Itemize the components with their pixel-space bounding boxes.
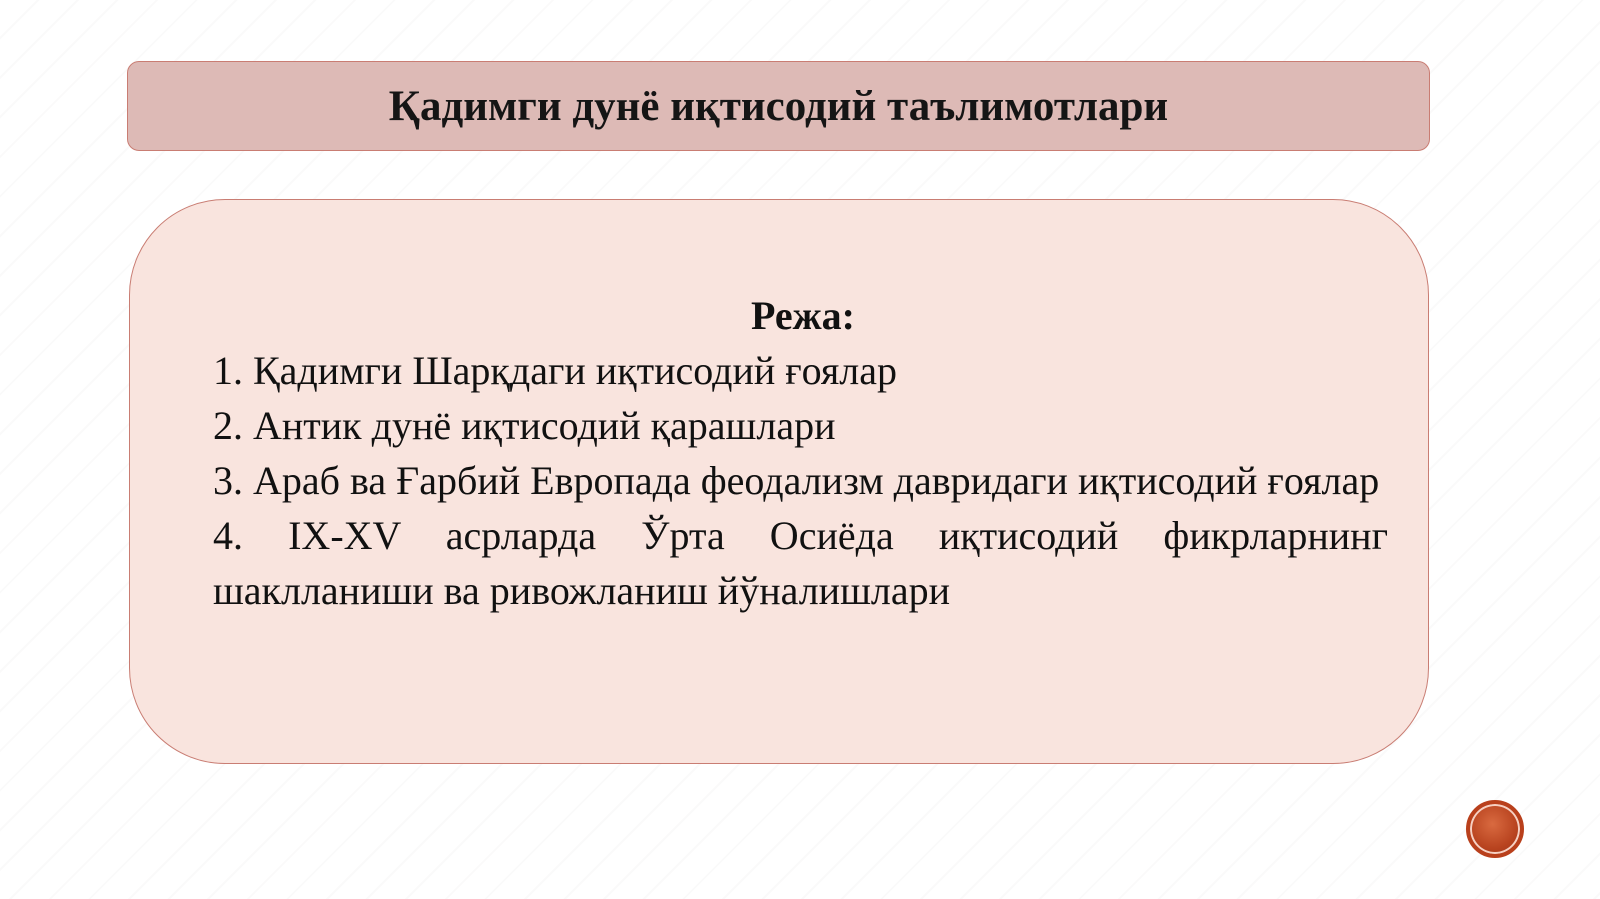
plan-item-1: 1. Қадимги Шарқдаги иқтисодий ғоялар (213, 348, 898, 393)
plan-item-4: 4. IX-XV асрларда Ўрта Осиёда иқтисодий фикрларнинг шаклланиши ва ривожланиш йўналишлари (213, 513, 1388, 613)
plan-content (213, 288, 1388, 618)
title-bar (127, 61, 1430, 151)
plan-box (129, 199, 1429, 764)
plan-item-2: 2. Антик дунё иқтисодий қарашлари (213, 403, 836, 448)
plan-heading: Режа: (751, 293, 855, 338)
plan-item-3: 3. Араб ва Ғарбий Европада феодализм давридаги иқтисодий ғоялар (213, 458, 1380, 503)
slide-title: Қадимги дунё иқтисодий таълимотлари (388, 82, 1169, 130)
circle-button-icon[interactable] (1466, 800, 1524, 858)
